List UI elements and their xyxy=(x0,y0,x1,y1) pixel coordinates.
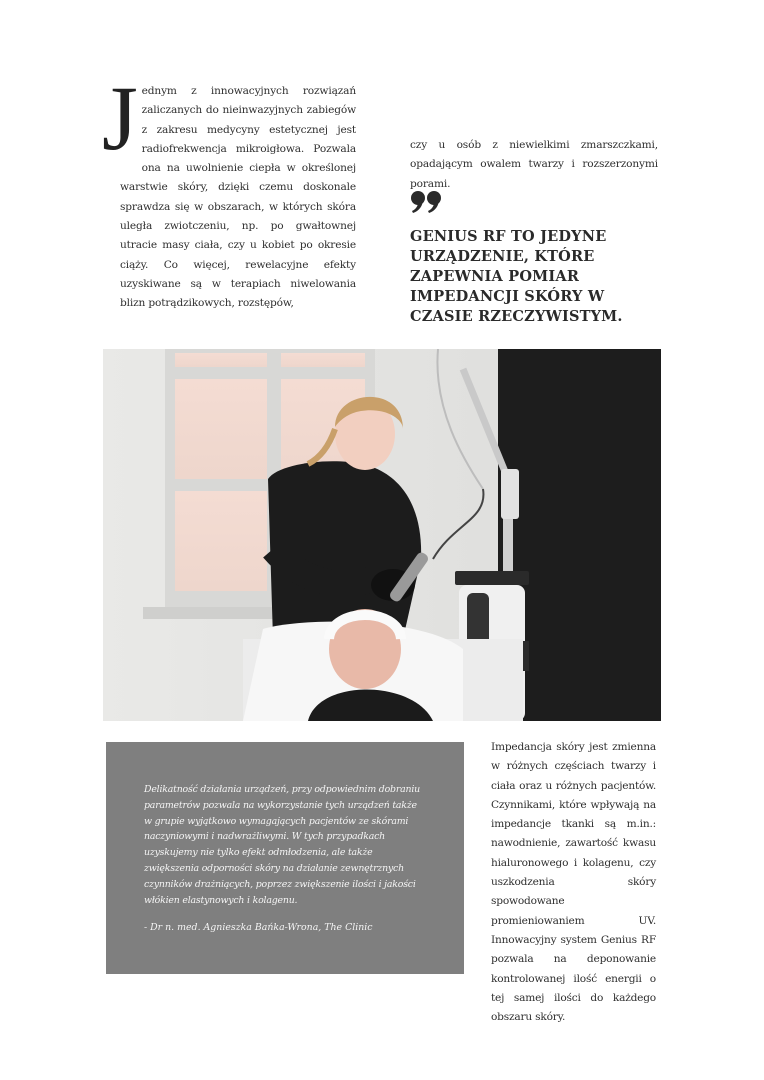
pull-quote: GENIUS RF TO JEDYNE URZĄDZENIE, KTÓRE ZAPEWNIA POMIAR IMPEDANCJI SKÓRY W CZASIE RZECZYWISTYM. xyxy=(410,228,623,325)
intro-text: ednym z innowacyjnych rozwiązań zaliczanych do nieinwazyjnych zabiegów z zakresu medycyny estetycznej jest radiofrekwencja mikroigłowa. Pozwala ona na uwolnienie ciepła w określonej warstwie skóry, dzięki czemu doskonale sprawdza się w obszarach, w których skóra uległa zwiotczeniu, np. po gwałtownej utracie masy ciała, czy u kobiet po okresie ciąży. Co więcej, rewelacyjne efekty uzyskiwane są w terapiach niwelowania blizn potrądzikowych, rozstępów, xyxy=(120,85,356,310)
drop-cap: J xyxy=(102,67,138,169)
expert-quote-box xyxy=(106,742,464,974)
impedance-column: Impedancja skóry jest zmienna w różnych częściach twarzy i ciała oraz u różnych pacjentów. Czynnikami, które wpływają na impedancje tkanki są m.in.: nawodnienie, zawartość kwasu hialuronowego i kolagenu, czy uszkodzenia skóry spowodowane promieniowaniem UV. Innowacyjny system Genius RF pozwala na deponowanie kontrolowanej ilość energii o tej samej ilości do każdego obszaru skóry. xyxy=(491,741,656,1024)
article-intro-column xyxy=(102,67,356,314)
expert-quote-attribution: - Dr n. med. Agnieszka Bańka-Wrona, The Clinic xyxy=(144,922,373,933)
quotation-mark-icon xyxy=(410,190,450,220)
expert-quote-text: Delikatność działania urządzeń, przy odpowiednim dobraniu parametrów pozwala na wykorzystanie tych urządzeń także w grupie wyjątkowo wymagających pacjentów ze skórami naczyniowymi i nadwrażliwymi. W tych przypadkach uzyskujemy nie tylko efekt odmłodzenia, ale także zwiększenia odporności skóry na działanie zewnętrznych czynników drażniących, poprzez zwiększenie ilości i jakości włókien elastynowych i kolagenu. xyxy=(144,784,420,906)
article-continuation: czy u osób z niewielkimi zmarszczkami, opadającym owalem twarzy i rozszerzonymi porami. xyxy=(410,139,658,190)
treatment-photo xyxy=(103,349,661,721)
